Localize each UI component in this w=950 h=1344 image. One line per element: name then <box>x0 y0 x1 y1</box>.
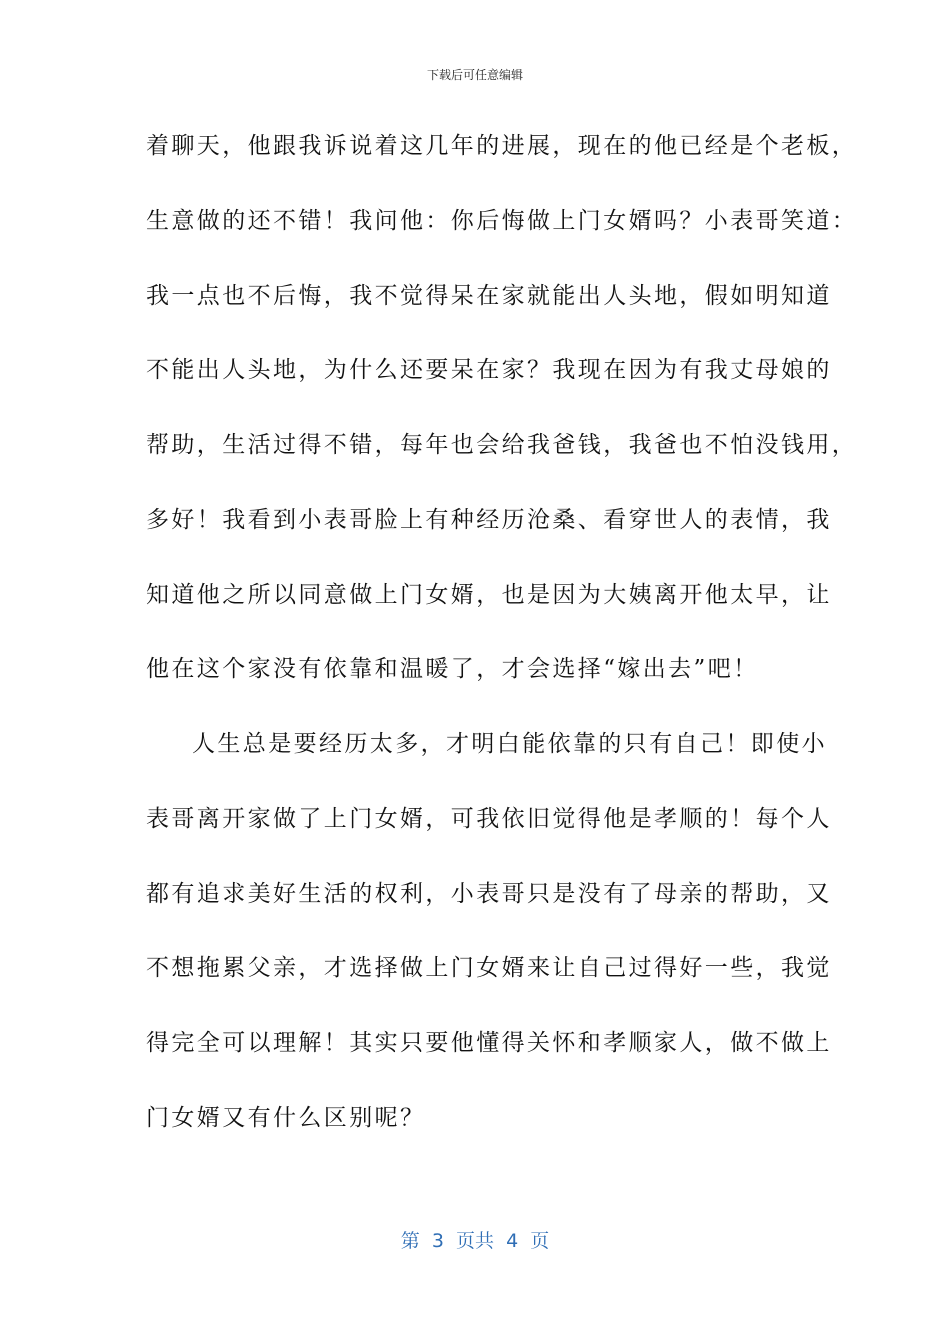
text-line: 着聊天，他跟我诉说着这几年的进展，现在的他已经是个老板， <box>146 133 858 159</box>
text-line: 多好！我看到小表哥脸上有种经历沧桑、看穿世人的表情，我 <box>146 507 832 533</box>
text-line: 都有追求美好生活的权利，小表哥只是没有了母亲的帮助，又 <box>146 881 832 907</box>
text-line: 他在这个家没有依靠和温暖了，才会选择“嫁出去”吧！ <box>146 656 759 682</box>
text-line: 知道他之所以同意做上门女婿，也是因为大姨离开他太早，让 <box>146 582 832 608</box>
page-header: 下载后可任意编辑 <box>426 68 523 82</box>
text-line: 不想拖累父亲，才选择做上门女婿来让自己过得好一些，我觉 <box>146 955 832 981</box>
page-number-footer: 第 3 页共 4 页 <box>400 1230 550 1252</box>
text-line: 生意做的还不错！我问他：你后悔做上门女婿吗？小表哥笑道： <box>146 208 858 234</box>
text-line: 我一点也不后悔，我不觉得呆在家就能出人头地，假如明知道 <box>146 283 832 309</box>
text-line: 帮助，生活过得不错，每年也会给我爸钱，我爸也不怕没钱用， <box>146 432 858 458</box>
text-line: 得完全可以理解！其实只要他懂得关怀和孝顺家人，做不做上 <box>146 1030 832 1056</box>
text-line: 表哥离开家做了上门女婿，可我依旧觉得他是孝顺的！每个人 <box>146 806 832 832</box>
text-line: 门女婿又有什么区别呢？ <box>146 1105 426 1131</box>
paragraph-first-line: 人生总是要经历太多，才明白能依靠的只有自己！即使小 <box>192 731 827 757</box>
text-line: 不能出人头地，为什么还要呆在家？我现在因为有我丈母娘的 <box>146 357 832 383</box>
